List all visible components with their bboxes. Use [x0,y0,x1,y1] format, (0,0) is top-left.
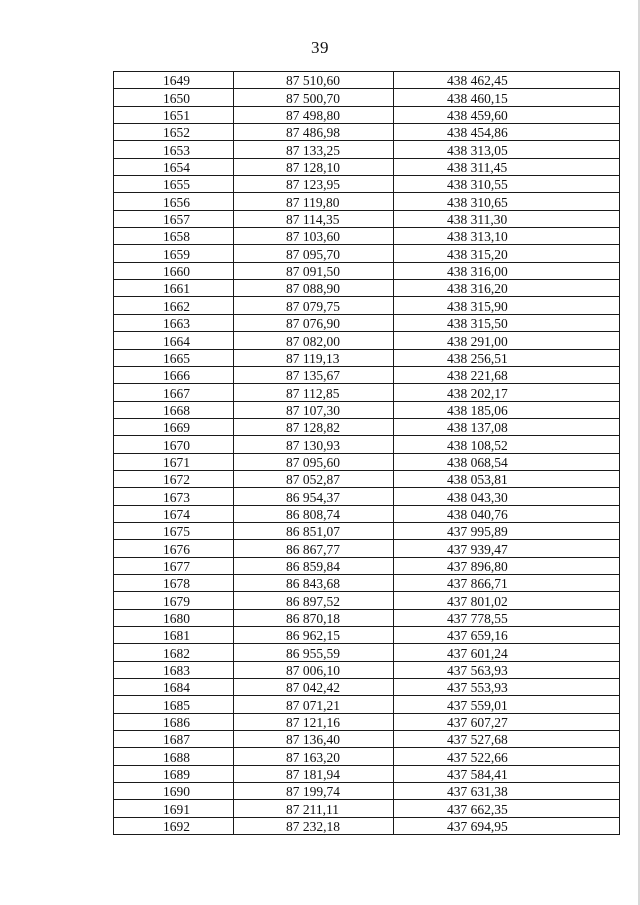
point-number-cell: 1686 [114,713,234,730]
x-coordinate-cell: 87 114,35 [234,210,394,227]
x-coordinate-cell: 87 498,80 [234,106,394,123]
y-coordinate-cell: 438 454,86 [394,124,620,141]
table-row [114,106,620,123]
table-row [114,349,620,366]
x-coordinate-cell: 87 486,98 [234,124,394,141]
y-coordinate-cell: 437 659,16 [394,627,620,644]
point-number-cell: 1682 [114,644,234,661]
x-coordinate-cell: 87 128,82 [234,418,394,435]
y-coordinate-cell: 438 043,30 [394,488,620,505]
y-coordinate-cell: 437 778,55 [394,609,620,626]
x-coordinate-cell: 87 079,75 [234,297,394,314]
y-coordinate-cell: 437 995,89 [394,522,620,539]
point-number-cell: 1675 [114,522,234,539]
point-number-cell: 1649 [114,72,234,89]
y-coordinate-cell: 437 601,24 [394,644,620,661]
table-row [114,89,620,106]
point-number-cell: 1671 [114,453,234,470]
y-coordinate-cell: 438 315,50 [394,314,620,331]
point-number-cell: 1678 [114,574,234,591]
x-coordinate-cell: 87 135,67 [234,366,394,383]
table-row [114,627,620,644]
point-number-cell: 1685 [114,696,234,713]
x-coordinate-cell: 87 211,11 [234,800,394,817]
table-row [114,661,620,678]
y-coordinate-cell: 438 310,65 [394,193,620,210]
point-number-cell: 1688 [114,748,234,765]
x-coordinate-cell: 87 500,70 [234,89,394,106]
point-number-cell: 1652 [114,124,234,141]
x-coordinate-cell: 87 232,18 [234,817,394,834]
y-coordinate-cell: 437 866,71 [394,574,620,591]
x-coordinate-cell: 87 071,21 [234,696,394,713]
x-coordinate-cell: 86 954,37 [234,488,394,505]
table-row [114,158,620,175]
x-coordinate-cell: 87 181,94 [234,765,394,782]
coordinates-table-body [114,72,620,835]
y-coordinate-cell: 438 040,76 [394,505,620,522]
page-number: 39 [311,38,329,57]
y-coordinate-cell: 438 462,45 [394,72,620,89]
point-number-cell: 1670 [114,436,234,453]
table-row [114,783,620,800]
y-coordinate-cell: 438 202,17 [394,384,620,401]
y-coordinate-cell: 438 315,20 [394,245,620,262]
table-row [114,453,620,470]
point-number-cell: 1674 [114,505,234,522]
table-row [114,731,620,748]
x-coordinate-cell: 87 136,40 [234,731,394,748]
table-row [114,228,620,245]
x-coordinate-cell: 87 082,00 [234,332,394,349]
table-row [114,522,620,539]
point-number-cell: 1684 [114,679,234,696]
x-coordinate-cell: 87 163,20 [234,748,394,765]
table-row [114,505,620,522]
y-coordinate-cell: 437 527,68 [394,731,620,748]
point-number-cell: 1655 [114,176,234,193]
coordinates-table [113,71,620,835]
x-coordinate-cell: 87 052,87 [234,470,394,487]
x-coordinate-cell: 87 133,25 [234,141,394,158]
point-number-cell: 1665 [114,349,234,366]
point-number-cell: 1668 [114,401,234,418]
point-number-cell: 1667 [114,384,234,401]
table-row [114,193,620,210]
table-row [114,574,620,591]
y-coordinate-cell: 437 694,95 [394,817,620,834]
table-row [114,297,620,314]
table-row [114,384,620,401]
table-row [114,401,620,418]
table-row [114,748,620,765]
point-number-cell: 1651 [114,106,234,123]
table-row [114,557,620,574]
x-coordinate-cell: 87 123,95 [234,176,394,193]
table-row [114,592,620,609]
x-coordinate-cell: 86 843,68 [234,574,394,591]
point-number-cell: 1690 [114,783,234,800]
x-coordinate-cell: 87 095,60 [234,453,394,470]
table-row [114,332,620,349]
table-row [114,644,620,661]
y-coordinate-cell: 438 256,51 [394,349,620,366]
y-coordinate-cell: 438 316,00 [394,262,620,279]
table-row [114,470,620,487]
table-row [114,245,620,262]
table-row [114,314,620,331]
table-row [114,72,620,89]
y-coordinate-cell: 437 559,01 [394,696,620,713]
x-coordinate-cell: 87 130,93 [234,436,394,453]
x-coordinate-cell: 87 112,85 [234,384,394,401]
y-coordinate-cell: 438 313,05 [394,141,620,158]
x-coordinate-cell: 87 119,80 [234,193,394,210]
table-row [114,696,620,713]
point-number-cell: 1681 [114,627,234,644]
y-coordinate-cell: 438 068,54 [394,453,620,470]
point-number-cell: 1663 [114,314,234,331]
table-row [114,817,620,834]
table-row [114,366,620,383]
point-number-cell: 1673 [114,488,234,505]
table-row [114,210,620,227]
y-coordinate-cell: 437 607,27 [394,713,620,730]
table-row [114,280,620,297]
y-coordinate-cell: 438 053,81 [394,470,620,487]
x-coordinate-cell: 87 042,42 [234,679,394,696]
x-coordinate-cell: 86 962,15 [234,627,394,644]
x-coordinate-cell: 87 107,30 [234,401,394,418]
x-coordinate-cell: 86 870,18 [234,609,394,626]
point-number-cell: 1661 [114,280,234,297]
y-coordinate-cell: 438 311,45 [394,158,620,175]
point-number-cell: 1660 [114,262,234,279]
x-coordinate-cell: 87 199,74 [234,783,394,800]
table-row [114,436,620,453]
table-row [114,679,620,696]
y-coordinate-cell: 438 310,55 [394,176,620,193]
table-row [114,713,620,730]
point-number-cell: 1662 [114,297,234,314]
point-number-cell: 1687 [114,731,234,748]
point-number-cell: 1659 [114,245,234,262]
x-coordinate-cell: 86 955,59 [234,644,394,661]
y-coordinate-cell: 438 108,52 [394,436,620,453]
x-coordinate-cell: 86 859,84 [234,557,394,574]
x-coordinate-cell: 87 095,70 [234,245,394,262]
y-coordinate-cell: 438 221,68 [394,366,620,383]
table-row [114,124,620,141]
y-coordinate-cell: 438 291,00 [394,332,620,349]
y-coordinate-cell: 437 563,93 [394,661,620,678]
point-number-cell: 1669 [114,418,234,435]
y-coordinate-cell: 437 662,35 [394,800,620,817]
point-number-cell: 1692 [114,817,234,834]
point-number-cell: 1658 [114,228,234,245]
x-coordinate-cell: 87 128,10 [234,158,394,175]
y-coordinate-cell: 437 631,38 [394,783,620,800]
table-row [114,418,620,435]
x-coordinate-cell: 86 851,07 [234,522,394,539]
x-coordinate-cell: 87 076,90 [234,314,394,331]
table-row [114,540,620,557]
x-coordinate-cell: 87 103,60 [234,228,394,245]
x-coordinate-cell: 86 808,74 [234,505,394,522]
table-row [114,488,620,505]
y-coordinate-cell: 438 460,15 [394,89,620,106]
x-coordinate-cell: 87 510,60 [234,72,394,89]
point-number-cell: 1680 [114,609,234,626]
x-coordinate-cell: 87 088,90 [234,280,394,297]
y-coordinate-cell: 437 896,80 [394,557,620,574]
y-coordinate-cell: 438 313,10 [394,228,620,245]
y-coordinate-cell: 437 939,47 [394,540,620,557]
point-number-cell: 1689 [114,765,234,782]
y-coordinate-cell: 437 553,93 [394,679,620,696]
x-coordinate-cell: 87 119,13 [234,349,394,366]
point-number-cell: 1676 [114,540,234,557]
y-coordinate-cell: 438 185,06 [394,401,620,418]
table-row [114,765,620,782]
x-coordinate-cell: 87 006,10 [234,661,394,678]
point-number-cell: 1666 [114,366,234,383]
y-coordinate-cell: 438 316,20 [394,280,620,297]
point-number-cell: 1650 [114,89,234,106]
x-coordinate-cell: 87 091,50 [234,262,394,279]
point-number-cell: 1664 [114,332,234,349]
point-number-cell: 1653 [114,141,234,158]
point-number-cell: 1679 [114,592,234,609]
table-row [114,800,620,817]
x-coordinate-cell: 86 897,52 [234,592,394,609]
x-coordinate-cell: 87 121,16 [234,713,394,730]
point-number-cell: 1672 [114,470,234,487]
y-coordinate-cell: 438 137,08 [394,418,620,435]
y-coordinate-cell: 437 584,41 [394,765,620,782]
y-coordinate-cell: 438 311,30 [394,210,620,227]
x-coordinate-cell: 86 867,77 [234,540,394,557]
table-row [114,262,620,279]
y-coordinate-cell: 437 801,02 [394,592,620,609]
table-row [114,609,620,626]
point-number-cell: 1654 [114,158,234,175]
y-coordinate-cell: 437 522,66 [394,748,620,765]
point-number-cell: 1683 [114,661,234,678]
point-number-cell: 1657 [114,210,234,227]
point-number-cell: 1677 [114,557,234,574]
point-number-cell: 1691 [114,800,234,817]
point-number-cell: 1656 [114,193,234,210]
table-row [114,141,620,158]
y-coordinate-cell: 438 315,90 [394,297,620,314]
y-coordinate-cell: 438 459,60 [394,106,620,123]
table-row [114,176,620,193]
